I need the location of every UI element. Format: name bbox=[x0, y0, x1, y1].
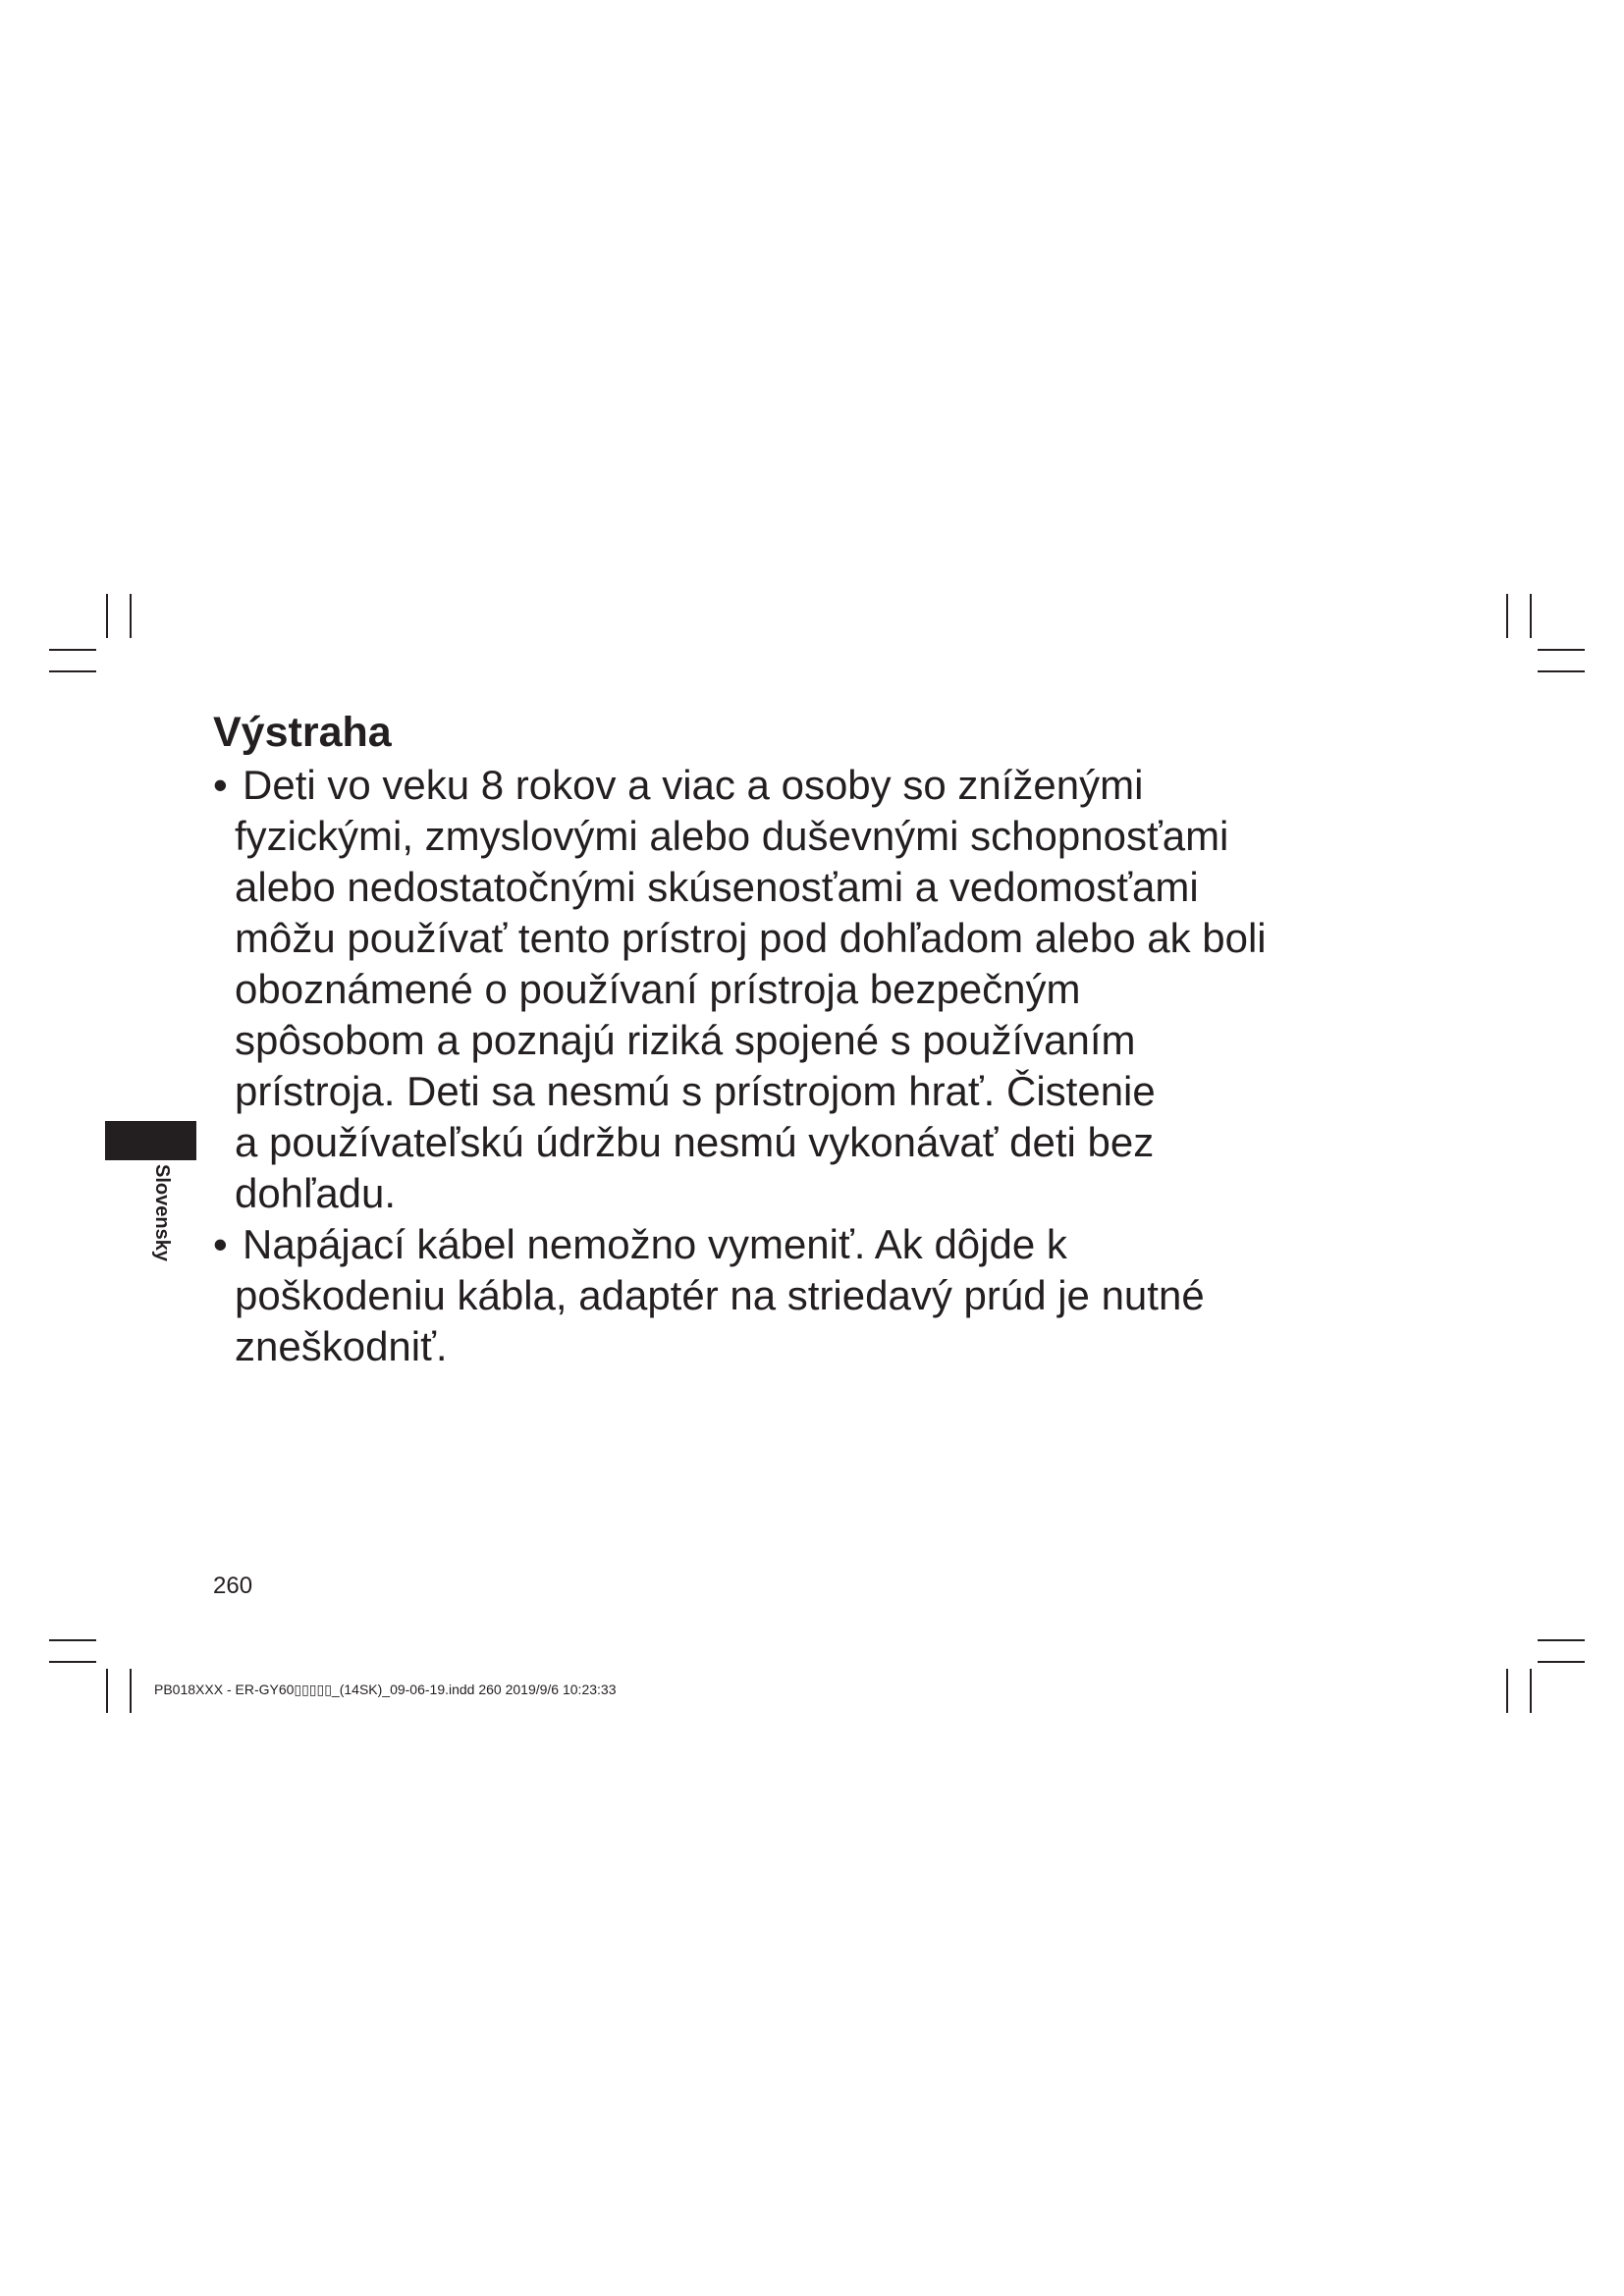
bullet-marker: • bbox=[213, 1221, 228, 1267]
bullet-line: fyzickými, zmyslovými alebo duševnými schopnosťami bbox=[235, 813, 1229, 859]
crop-mark-top-right-h2 bbox=[1538, 670, 1585, 672]
crop-mark-bottom-right-h2 bbox=[1538, 1661, 1585, 1663]
warning-heading: Výstraha bbox=[213, 709, 392, 756]
bullet-line: prístroja. Deti sa nesmú s prístrojom hrať. Čistenie bbox=[235, 1068, 1156, 1114]
crop-mark-top-left-h1 bbox=[49, 649, 96, 651]
warning-bullet-1 bbox=[213, 760, 1489, 1219]
crop-mark-top-left-v2 bbox=[130, 594, 132, 638]
language-tab-marker bbox=[105, 1121, 196, 1160]
bullet-line: spôsobom a poznajú riziká spojené s používaním bbox=[235, 1017, 1136, 1063]
warning-bullet-2 bbox=[213, 1219, 1489, 1372]
bullet-line: poškodeniu kábla, adaptér na striedavý prúd je nutné bbox=[235, 1272, 1205, 1318]
crop-mark-top-left-v1 bbox=[106, 594, 108, 638]
print-slug: PB018XXX - ER-GY60▯▯▯▯▯_(14SK)_09-06-19.indd 260 2019/9/6 10:23:33 bbox=[154, 1682, 617, 1697]
bullet-line: Napájací kábel nemožno vymeniť. Ak dôjde k bbox=[243, 1221, 1067, 1267]
bullet-line: alebo nedostatočnými skúsenosťami a vedomosťami bbox=[235, 864, 1199, 910]
page-number: 260 bbox=[213, 1573, 253, 1599]
crop-mark-bottom-left-h1 bbox=[49, 1639, 96, 1641]
crop-mark-bottom-right-h1 bbox=[1538, 1639, 1585, 1641]
bullet-line: zneškodniť. bbox=[235, 1323, 448, 1369]
bullet-line: a používateľskú údržbu nesmú vykonávať deti bez bbox=[235, 1119, 1155, 1165]
bullet-line: dohľadu. bbox=[235, 1170, 397, 1216]
crop-mark-bottom-right-v2 bbox=[1530, 1669, 1532, 1713]
crop-mark-bottom-left-v2 bbox=[130, 1669, 132, 1713]
bullet-line: oboznámené o používaní prístroja bezpečným bbox=[235, 966, 1081, 1012]
bullet-line: Deti vo veku 8 rokov a viac a osoby so zníženými bbox=[243, 762, 1144, 808]
bullet-line: môžu používať tento prístroj pod dohľadom alebo ak boli bbox=[235, 915, 1267, 961]
crop-mark-bottom-left-v1 bbox=[106, 1669, 108, 1713]
bullet-marker: • bbox=[213, 762, 228, 808]
crop-mark-top-left-h2 bbox=[49, 670, 96, 672]
crop-mark-bottom-left-h2 bbox=[49, 1661, 96, 1663]
language-tab-label: Slovensky bbox=[151, 1164, 173, 1261]
crop-mark-top-right-v2 bbox=[1530, 594, 1532, 638]
crop-mark-top-right-h1 bbox=[1538, 649, 1585, 651]
warning-list bbox=[213, 760, 1489, 1372]
crop-mark-top-right-v1 bbox=[1506, 594, 1508, 638]
crop-mark-bottom-right-v1 bbox=[1506, 1669, 1508, 1713]
